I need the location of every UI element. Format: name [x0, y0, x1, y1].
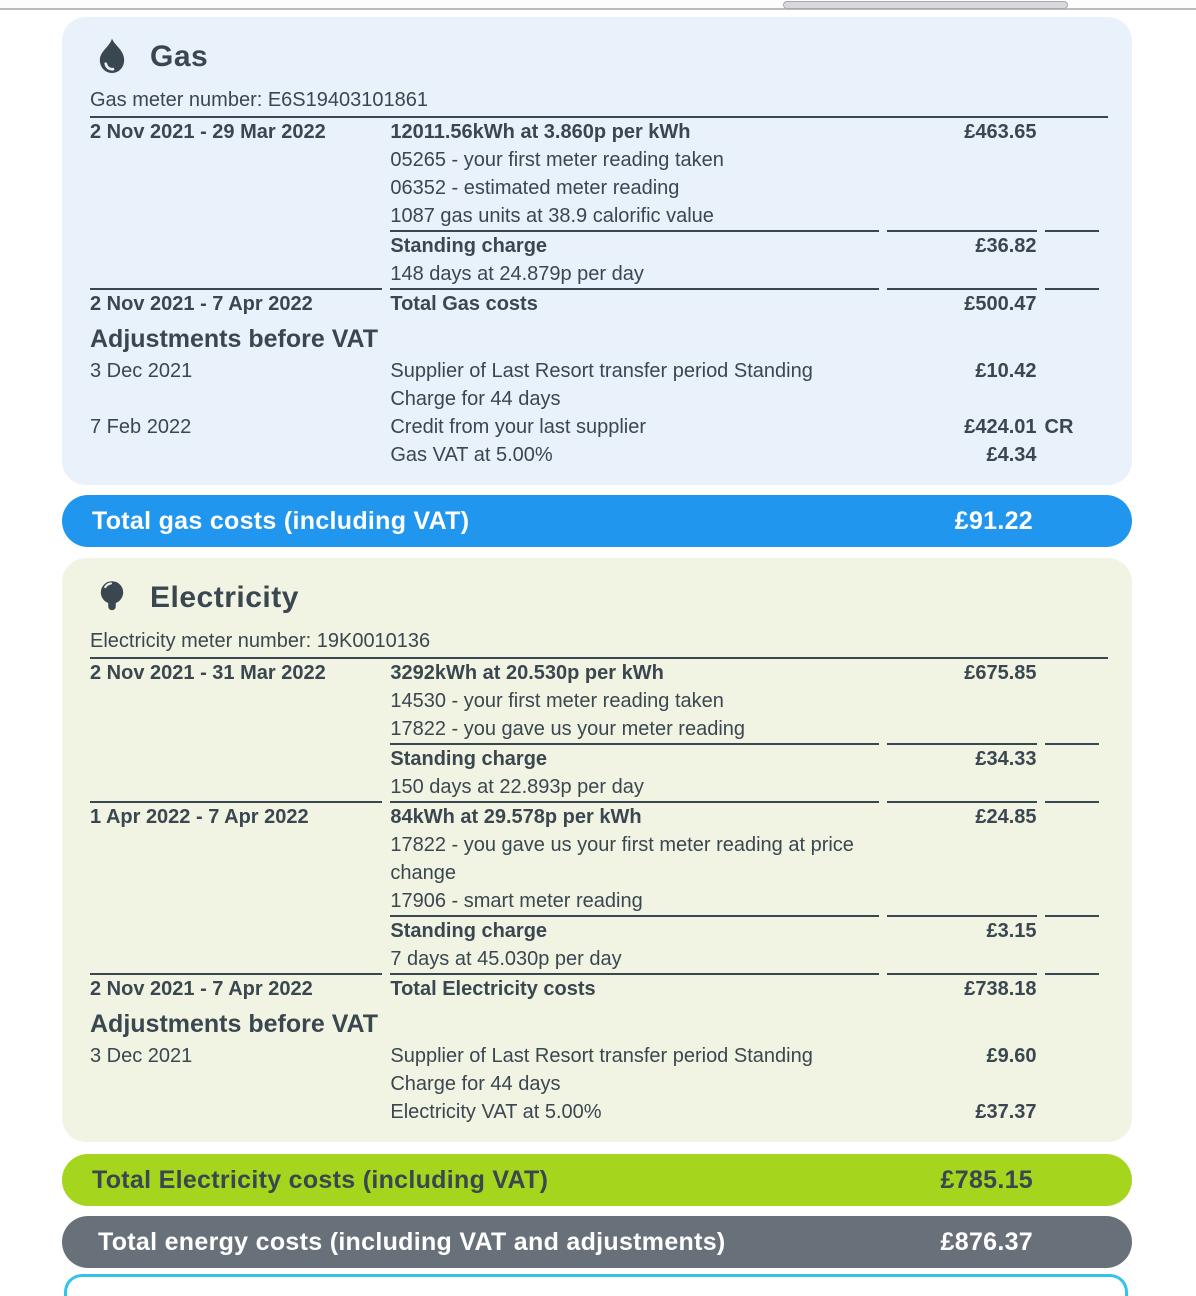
cell-desc: Electricity VAT at 5.00% — [390, 1101, 602, 1123]
cell-date — [90, 715, 382, 745]
table-row — [90, 413, 1099, 441]
cell-date: 7 Feb 2022 — [90, 416, 192, 438]
cell-desc: 1087 gas units at 38.9 calorific value — [390, 202, 879, 232]
table-row — [90, 260, 1099, 290]
cell-date: 2 Nov 2021 - 7 Apr 2022 — [90, 978, 313, 1000]
cell-cr — [1045, 715, 1099, 745]
gas-adjustments-table — [82, 357, 1107, 469]
cell-date: 3 Dec 2021 — [90, 360, 193, 382]
table-row — [90, 290, 1099, 318]
cell-date — [90, 773, 382, 803]
electricity-charges-table — [82, 659, 1107, 1003]
table-row — [90, 715, 1099, 745]
cell-date: 2 Nov 2021 - 29 Mar 2022 — [90, 121, 326, 143]
table-row — [90, 831, 1099, 887]
cell-amount: £37.37 — [975, 1101, 1037, 1123]
cell-date: 2 Nov 2021 - 31 Mar 2022 — [90, 662, 326, 684]
cell-desc: Standing charge — [390, 748, 548, 770]
cell-cr — [1045, 1098, 1099, 1126]
cell-date: 1 Apr 2022 - 7 Apr 2022 — [90, 806, 309, 828]
cell-amount: £500.47 — [964, 293, 1037, 315]
table-row — [90, 232, 1099, 260]
cell-cr — [1045, 118, 1099, 146]
cell-cr — [1045, 146, 1099, 174]
cell-desc: Gas VAT at 5.00% — [390, 444, 553, 466]
table-row — [90, 745, 1099, 773]
cell-date — [90, 745, 382, 773]
cell-amount: £3.15 — [986, 920, 1037, 942]
cell-amount — [887, 260, 1036, 290]
table-row — [90, 803, 1099, 831]
cell-desc: 7 days at 45.030p per day — [390, 945, 879, 975]
cell-amount — [887, 146, 1036, 174]
gas-charges-table — [82, 118, 1107, 318]
cell-date — [90, 174, 382, 202]
cell-date — [90, 945, 382, 975]
cell-desc: 150 days at 22.893p per day — [390, 773, 879, 803]
table-row — [90, 357, 1099, 413]
electricity-meter-number: Electricity meter number: 19K0010136 — [90, 628, 1108, 659]
cell-amount: £24.85 — [975, 806, 1037, 828]
table-row — [90, 945, 1099, 975]
cell-cr — [1045, 232, 1099, 260]
gas-meter-number: Gas meter number: E6S19403101861 — [90, 87, 1108, 118]
cell-amount: £4.34 — [986, 444, 1037, 466]
table-row — [90, 1042, 1099, 1098]
gas-section-header — [94, 35, 1108, 79]
cell-desc: 84kWh at 29.578p per kWh — [390, 806, 642, 828]
electricity-adjustments-table — [82, 1042, 1107, 1126]
cell-cr — [1045, 975, 1099, 1003]
total-electricity-costs-label: Total Electricity costs (including VAT) — [92, 1165, 549, 1194]
table-row — [90, 687, 1099, 715]
cell-cr — [1045, 831, 1099, 887]
horizontal-scrollbar — [0, 0, 1196, 10]
cell-cr — [1045, 659, 1099, 687]
cell-desc: Total Electricity costs — [390, 978, 596, 1000]
cell-date — [90, 441, 382, 469]
electricity-section-header — [94, 576, 1108, 620]
table-row — [90, 1098, 1099, 1126]
cell-cr — [1045, 441, 1099, 469]
total-energy-costs-amount: £876.37 — [940, 1227, 1033, 1256]
table-row — [90, 975, 1099, 1003]
gas-section-title: Gas — [150, 40, 209, 73]
cell-cr — [1045, 745, 1099, 773]
table-row — [90, 917, 1099, 945]
cell-amount — [887, 202, 1036, 232]
table-row — [90, 174, 1099, 202]
electricity-section-title: Electricity — [150, 581, 299, 614]
cell-desc: Credit from your last supplier — [390, 416, 647, 438]
cell-amount — [887, 687, 1036, 715]
cell-cr — [1045, 202, 1099, 232]
cell-date — [90, 687, 382, 715]
gas-adjustments-heading: Adjustments before VAT — [90, 325, 378, 353]
cell-amount: £424.01 — [964, 416, 1037, 438]
cell-amount: £463.65 — [964, 121, 1037, 143]
electricity-section — [62, 558, 1132, 1142]
cell-amount: £675.85 — [964, 662, 1037, 684]
total-gas-costs-amount: £91.22 — [954, 506, 1033, 535]
table-row — [90, 441, 1099, 469]
cell-cr — [1045, 917, 1099, 945]
cell-desc: Supplier of Last Resort transfer period Standing Charge for 44 days — [390, 1045, 813, 1095]
total-energy-costs-label: Total energy costs (including VAT and adjustments) — [98, 1227, 726, 1256]
total-electricity-costs-amount: £785.15 — [940, 1165, 1033, 1194]
cell-date: 3 Dec 2021 — [90, 1045, 193, 1067]
table-row — [90, 118, 1099, 146]
cell-cr — [1045, 773, 1099, 803]
cell-date — [90, 887, 382, 917]
cell-desc: Standing charge — [390, 920, 548, 942]
flame-icon — [94, 37, 130, 77]
cell-desc: 17822 - you gave us your meter reading — [390, 715, 879, 745]
cell-amount — [887, 174, 1036, 202]
cell-desc: 17906 - smart meter reading — [390, 887, 879, 917]
cell-date — [90, 232, 382, 260]
table-row — [90, 887, 1099, 917]
cell-date — [90, 917, 382, 945]
cell-desc: Total Gas costs — [390, 293, 538, 315]
cell-amount: £36.82 — [975, 235, 1037, 257]
cell-desc: 06352 - estimated meter reading — [390, 177, 680, 199]
total-energy-costs-bar — [62, 1216, 1132, 1268]
cell-amount — [887, 773, 1036, 803]
cell-date — [90, 1098, 382, 1126]
cell-cr — [1045, 260, 1099, 290]
cell-cr — [1045, 174, 1099, 202]
cell-amount: £738.18 — [964, 978, 1037, 1000]
bulb-icon — [94, 578, 130, 618]
electricity-adjustments-heading: Adjustments before VAT — [90, 1010, 378, 1038]
scrollbar-thumb[interactable] — [783, 1, 1068, 9]
cell-cr — [1045, 1042, 1099, 1098]
cell-date — [90, 831, 382, 887]
table-row — [90, 146, 1099, 174]
total-gas-costs-label: Total gas costs (including VAT) — [92, 506, 470, 535]
cell-amount: £10.42 — [975, 360, 1037, 382]
total-electricity-costs-bar — [62, 1154, 1132, 1206]
cell-desc: 05265 - your first meter reading taken — [390, 149, 724, 171]
cell-cr — [1045, 357, 1099, 413]
cell-amount: £9.60 — [986, 1045, 1037, 1067]
cell-cr: CR — [1044, 416, 1074, 438]
cell-cr — [1045, 687, 1099, 715]
cell-desc: Standing charge — [390, 235, 548, 257]
total-gas-costs-bar — [62, 495, 1132, 547]
cell-cr — [1045, 803, 1099, 831]
cell-date — [90, 202, 382, 232]
cell-cr — [1045, 290, 1099, 318]
table-row — [90, 202, 1099, 232]
cell-amount — [887, 887, 1036, 917]
cell-cr — [1045, 887, 1099, 917]
cell-amount — [887, 945, 1036, 975]
cell-date: 2 Nov 2021 - 7 Apr 2022 — [90, 293, 313, 315]
cell-desc: 14530 - your first meter reading taken — [390, 690, 724, 712]
next-section-panel-top — [64, 1274, 1128, 1296]
cell-desc: Supplier of Last Resort transfer period Standing Charge for 44 days — [390, 360, 813, 410]
cell-amount: £34.33 — [975, 748, 1037, 770]
cell-desc: 12011.56kWh at 3.860p per kWh — [390, 121, 691, 143]
cell-amount — [887, 831, 1036, 887]
cell-desc: 148 days at 24.879p per day — [390, 260, 879, 290]
cell-cr — [1045, 945, 1099, 975]
cell-date — [90, 146, 382, 174]
gas-section — [62, 17, 1132, 485]
cell-date — [90, 260, 382, 290]
table-row — [90, 773, 1099, 803]
cell-desc: 3292kWh at 20.530p per kWh — [390, 662, 664, 684]
table-row — [90, 659, 1099, 687]
cell-amount — [887, 715, 1036, 745]
cell-desc: 17822 - you gave us your first meter reading at price change — [390, 834, 854, 884]
